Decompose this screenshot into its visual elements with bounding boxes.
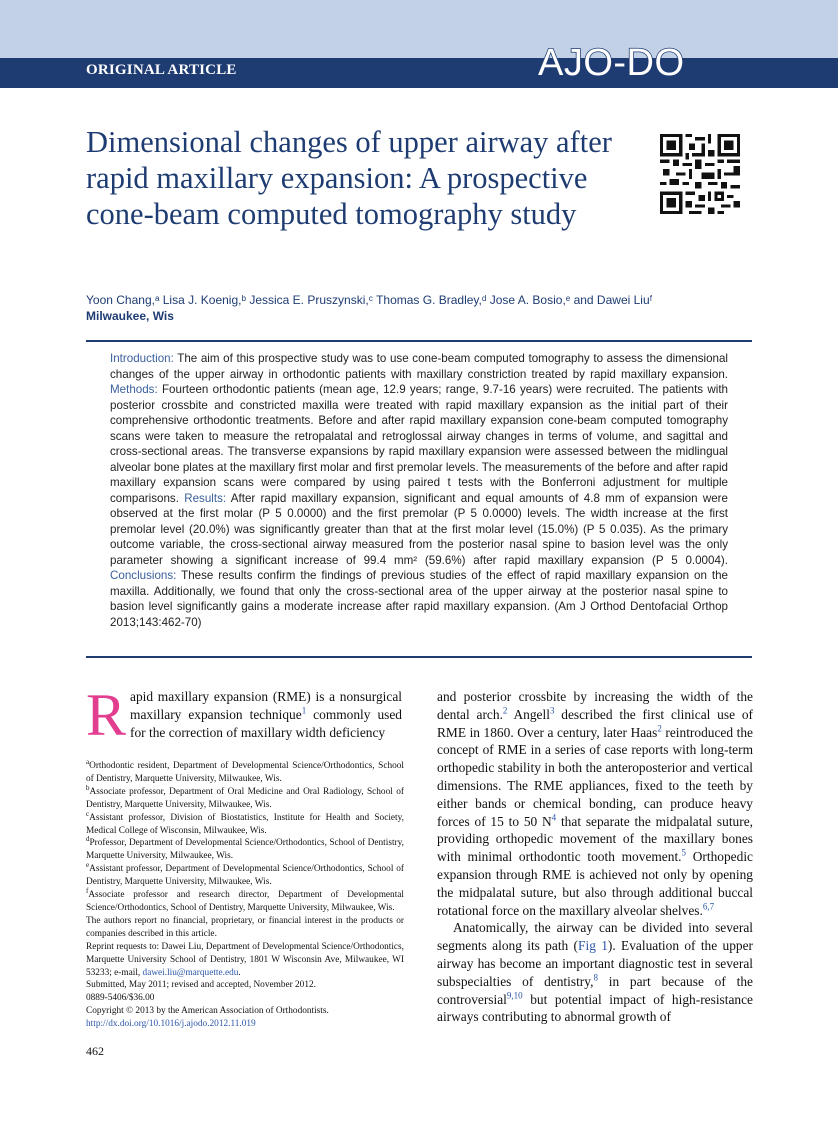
body-text: reintroduced the concept of RME in a series of case reports with long-term orthopedic stability in both the anteroposterior and vertical dimensions. The RME appliances, fixed to the teeth by either bands or chemical bonding, can produce heavy forces of 15 to 50 N bbox=[437, 724, 753, 829]
abstract bbox=[110, 351, 728, 630]
qr-code-icon[interactable] bbox=[660, 134, 740, 214]
body-text: that separate the midpalatal suture, providing orthopedic movement of the maxillary bones with minimal orthodontic tooth movement. bbox=[437, 813, 753, 865]
footnote-f bbox=[86, 886, 404, 915]
footnote-marker: b bbox=[86, 783, 90, 792]
footnote-marker: e bbox=[86, 861, 90, 870]
footnote-e bbox=[86, 863, 404, 889]
abstract-top-rule bbox=[86, 340, 752, 342]
footnote-issn: 0889-5406/$36.00 bbox=[86, 993, 155, 1004]
header-band bbox=[0, 0, 838, 58]
author-affiliation: Milwaukee, Wis bbox=[86, 309, 174, 323]
body-paragraph-2 bbox=[437, 919, 753, 1026]
citation-link[interactable]: 9,10 bbox=[506, 990, 523, 1001]
citation-link[interactable]: 8 bbox=[593, 972, 598, 983]
footnote-text: Associate professor, Department of Oral Medicine and Oral Radiology, School of Dentistry, Marquette University, Milwaukee, Wis. bbox=[86, 786, 404, 810]
citation-link[interactable]: 4 bbox=[551, 812, 557, 823]
footnote-text: Orthodontic resident, Department of Developmental Science/Orthodontics, School of Dentistry, Marquette University, Milwaukee, Wis. bbox=[86, 761, 404, 784]
intro-text-a: apid maxillary expansion (RME) is a nonsurgical maxillary expansion technique bbox=[130, 689, 402, 722]
citation-link[interactable]: 3 bbox=[549, 705, 555, 716]
footnote-a bbox=[86, 757, 404, 786]
footnote-text: Assistant professor, Division of Biostatistics, Institute for Health and Society, Medical College of Wisconsin, Milwaukee, Wis. bbox=[86, 812, 404, 836]
footnote-b bbox=[86, 783, 404, 812]
intro-text-b: commonly used for the correction of maxillary width deficiency bbox=[130, 707, 402, 740]
abstract-heading-introduction: Introduction: bbox=[110, 352, 174, 365]
abstract-methods-text: Fourteen orthodontic patients (mean age, 12.9 years; range, 9.7-16 years) were recruited. The patients with posterior crossbite and constricted maxilla were treated with rapid maxillary expansion as the initial part of their comprehensive orthodontic treatments. Before and after rapid maxillary expansion cone-beam computed tomography scans were taken to measure the retropalatal and retroglossal airway changes in terms of volume, and sagittal and cross-sectional areas. The transverse expansions by rapid maxillary expansion were assessed between the midlingual alveolar bone plates at the maxillary first molar and first premolar levels. The measurements of the before and after rapid maxillary expansion scans were compared by using paired t tests with the Bonferroni adjustment for multiple comparisons. bbox=[110, 383, 728, 505]
footnote-text: Associate professor and research director, Department of Developmental Science/Orthodontics, School of Dentistry, Marquette University, Milwaukee, Wis. bbox=[86, 890, 404, 913]
footnote-marker: a bbox=[86, 757, 90, 766]
body-text: Orthopedic expansion through RME is achieved not only by opening the midpalatal suture, but also through additional buccal rotational force on the maxillary alveolar shelves. bbox=[437, 849, 753, 918]
footnote-text: Assistant professor, Department of Developmental Science/Orthodontics, School of Dentistry, Marquette University, Milwaukee, Wis. bbox=[86, 864, 404, 888]
footnote-reprint bbox=[86, 941, 404, 980]
author-list: Yoon Chang,ᵃ Lisa J. Koenig,ᵇ Jessica E. Pruszynski,ᶜ Thomas G. Bradley,ᵈ Jose A. Bosio,ᵉ and Dawei Liuᶠ bbox=[86, 293, 653, 307]
abstract-bottom-rule bbox=[86, 656, 752, 658]
footnote-doi bbox=[86, 1018, 404, 1031]
citation-link[interactable]: 2 bbox=[502, 705, 508, 716]
footnote-copyright: Copyright © 2013 by the American Association of Orthodontists. bbox=[86, 1006, 329, 1017]
citation-link[interactable]: 2 bbox=[657, 723, 662, 734]
footnote-marker: c bbox=[86, 809, 90, 818]
footnote-text: Professor, Department of Developmental Science/Orthodontics, School of Dentistry, Marquette University, Milwaukee, Wis. bbox=[86, 838, 404, 862]
figure-link[interactable]: Fig 1 bbox=[578, 938, 608, 954]
body-text: in part because of the controversial bbox=[437, 973, 753, 1007]
citation-link[interactable]: 6,7 bbox=[702, 901, 715, 912]
page-number: 462 bbox=[86, 1044, 104, 1058]
abstract-conclusions-text: These results confirm the findings of previous studies of the effect of rapid maxillary expansion on the maxilla. Additionally, we found that only the cross-sectional area of the upper airway at the posterior nasal spine to basion level significantly gains a moderate increase after rapid maxillary expansion. (Am J Orthod Dentofacial Orthop 2013;143:462-70) bbox=[110, 569, 728, 629]
body-text: but potential impact of high-resistance airways contributing to abnormal growth of bbox=[437, 991, 753, 1025]
body-text: Angell bbox=[507, 706, 550, 722]
abstract-introduction-text: The aim of this prospective study was to use cone-beam computed tomography to assess the dimensional changes of the upper airway in orthodontic patients with maxillary constriction treated by rapid maxillary expansion. bbox=[110, 352, 728, 381]
footnote-d bbox=[86, 837, 404, 863]
author-email-link[interactable]: dawei.liu@marquette.edu bbox=[142, 967, 239, 978]
intro-paragraph bbox=[86, 682, 402, 748]
section-label: ORIGINAL ARTICLE bbox=[86, 62, 237, 78]
body-text: ). Evaluation of the upper airway has become an important diagnostic test in several subspecialties of dentistry, bbox=[437, 938, 753, 989]
body-paragraph-1 bbox=[437, 688, 753, 919]
reprint-text: Reprint requests to: Dawei Liu, Department of Developmental Science/Orthodontics, Marquette University School of Dentistry, 1801 W Wisconsin Ave, Milwaukee, WI 53233; e-mail, bbox=[86, 941, 404, 978]
drop-cap: R bbox=[86, 682, 127, 748]
doi-link[interactable]: http://dx.doi.org/10.1016/j.ajodo.2012.11.019 bbox=[86, 1019, 256, 1030]
citation-link[interactable]: 5 bbox=[681, 847, 687, 858]
body-text: and posterior crossbite by increasing the width of the dental arch. bbox=[437, 689, 753, 722]
footnote-marker: f bbox=[86, 886, 89, 895]
body-text: Anatomically, the airway can be divided into several segments along its path ( bbox=[437, 920, 753, 954]
reprint-end: . bbox=[238, 967, 241, 978]
footnote-submitted: Submitted, May 2011; revised and accepted, November 2012. bbox=[86, 980, 316, 991]
footnote-disclosure: The authors report no financial, proprietary, or financial interest in the products or companies described in this article. bbox=[86, 915, 404, 939]
body-text: described the first clinical use of RME in 1860. Over a century, later Haas bbox=[437, 706, 753, 740]
abstract-heading-methods: Methods: bbox=[110, 383, 158, 396]
footnote-marker: d bbox=[86, 835, 90, 844]
journal-logo: AJO-DO bbox=[538, 42, 685, 84]
abstract-results-text: After rapid maxillary expansion, significant and equal amounts of 4.8 mm of expansion were observed at the first molar (P 5 0.0000) and the first premolar (P 5 0.0000) levels. The width increase at the first premolar level (20.0%) was significantly greater than that at the first molar level (15.0%) (P 5 0.035). As the primary outcome variable, the cross-sectional airway measured from the posterior nasal spine to basion level was the only parameter showing a significant increase of 99.4 mm² (59.6%) after rapid maxillary expansion (P 5 0.0004). bbox=[110, 491, 728, 567]
article-title: Dimensional changes of upper airway after rapid maxillary expansion: A prospective cone-beam computed tomography study bbox=[86, 125, 612, 231]
citation-link[interactable]: 1 bbox=[301, 705, 307, 716]
abstract-heading-conclusions: Conclusions: bbox=[110, 569, 177, 582]
footnote-c bbox=[86, 809, 404, 838]
abstract-heading-results: Results: bbox=[184, 491, 227, 505]
body-right-column bbox=[437, 688, 753, 1026]
author-footnotes bbox=[86, 757, 404, 1031]
